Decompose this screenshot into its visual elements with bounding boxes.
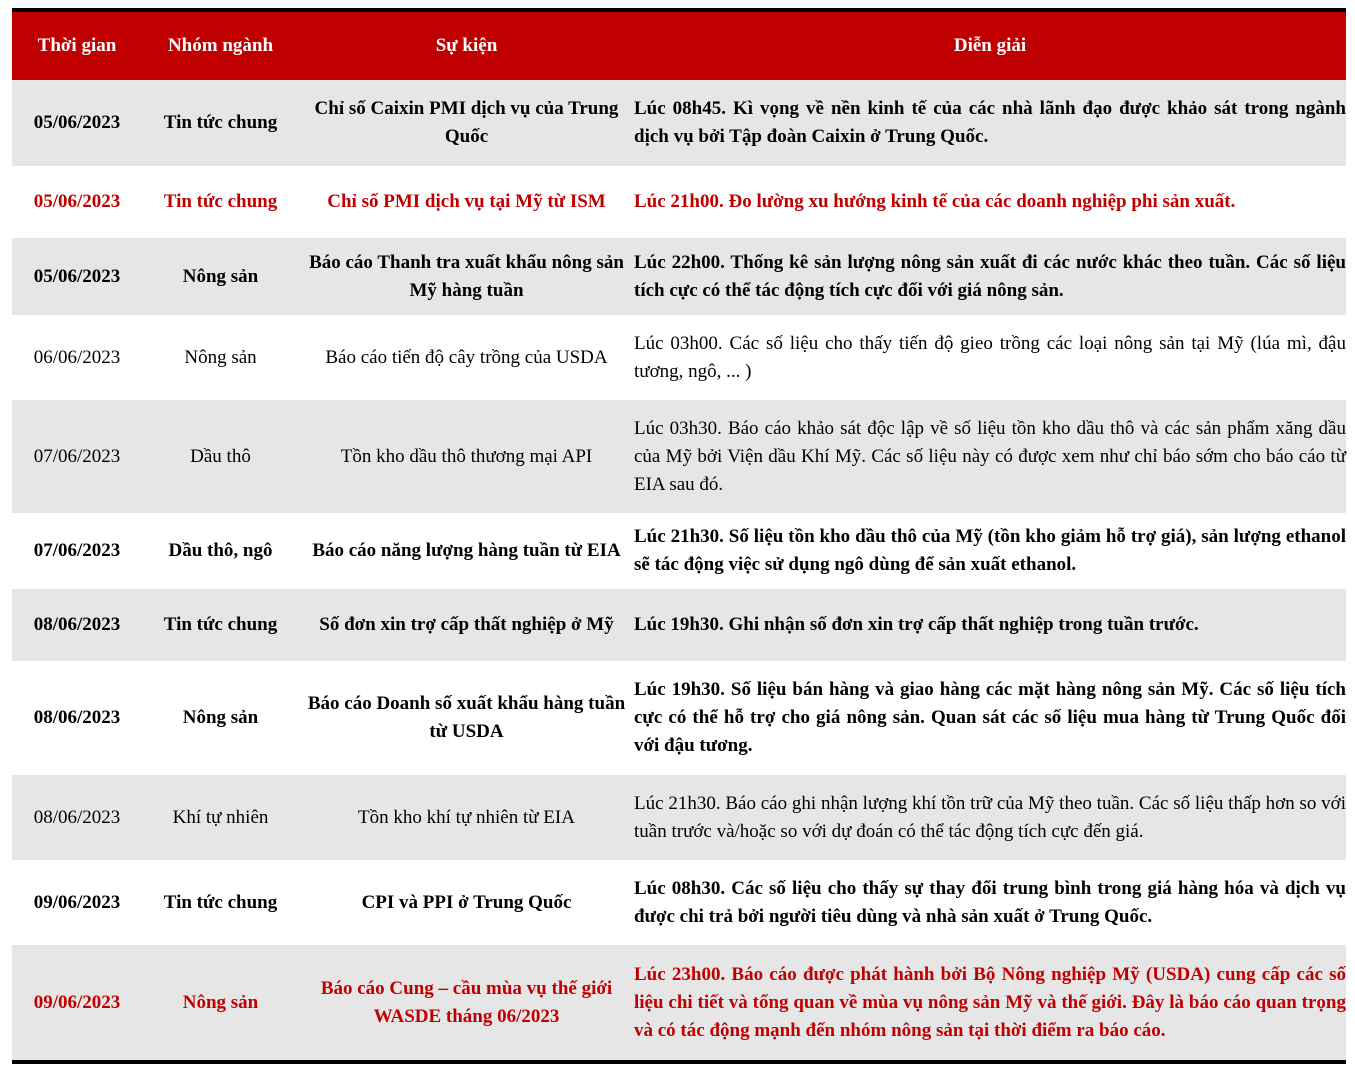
table-row — [12, 315, 1346, 400]
cell-sector: Nông sản — [142, 945, 299, 1062]
cell-date: 08/06/2023 — [33, 614, 121, 635]
header-description: Diễn giải — [634, 10, 1346, 80]
cell-date: 05/06/2023 — [33, 191, 121, 212]
cell-sector: Tin tức chung — [163, 191, 278, 212]
cell-date: 09/06/2023 — [12, 945, 142, 1062]
cell-description: Lúc 21h30. Số liệu tồn kho dầu thô của Mỹ (tồn kho giảm hỗ trợ giá), sản lượng ethanol sẽ tác động việc sử dụng ngô dùng để sản xuất ethanol. — [634, 526, 1346, 575]
header-sector: Nhóm ngành — [142, 10, 299, 80]
cell-description: Lúc 08h30. Các số liệu cho thấy sự thay đổi trung bình trong giá hàng hóa và dịch vụ được chi trả bởi người tiêu dùng và nhà sản xuất ở Trung Quốc. — [634, 877, 1346, 927]
cell-sector: Tin tức chung — [163, 614, 278, 635]
cell-date: 08/06/2023 — [33, 707, 121, 728]
table-row — [12, 860, 1346, 945]
cell-sector: Tin tức chung — [163, 891, 278, 913]
cell-date: 05/06/2023 — [33, 112, 121, 133]
cell-description: Lúc 23h00. Báo cáo được phát hành bởi Bộ Nông nghiệp Mỹ (USDA) cung cấp các số liệu chi tiết và tổng quan về mùa vụ nông sản Mỹ và thế giới. Đây là báo cáo quan trọng và có tác động mạnh đến nhóm nông sản tại thời điểm ra báo cáo. — [634, 945, 1346, 1062]
cell-description: Lúc 19h30. Ghi nhận số đơn xin trợ cấp thất nghiệp trong tuần trước. — [634, 614, 1199, 635]
table-row — [12, 661, 1346, 775]
cell-event: Chỉ số PMI dịch vụ tại Mỹ từ ISM — [327, 191, 606, 212]
cell-description: Lúc 03h30. Báo cáo khảo sát độc lập về số liệu tồn kho dầu thô và các sản phẩm xăng dầu của Mỹ bởi Viện dầu Khí Mỹ. Các số liệu này có được xem như chỉ báo sớm cho báo cáo từ EIA sau đó. — [634, 417, 1346, 495]
header-row — [12, 10, 1346, 80]
cell-description: Lúc 19h30. Số liệu bán hàng và giao hàng các mặt hàng nông sản Mỹ. Các số liệu tích cực có thể hỗ trợ cho giá nông sản. Quan sát các số liệu mua hàng từ Trung Quốc đối với đậu tương. — [634, 679, 1346, 756]
cell-sector: Nông sản — [182, 265, 259, 287]
table-body — [12, 80, 1346, 1062]
cell-sector: Dầu thô, ngô — [168, 540, 273, 561]
cell-description: Lúc 08h45. Kì vọng về nền kinh tế của các nhà lãnh đạo được khảo sát trong ngành dịch vụ bởi Tập đoàn Caixin ở Trung Quốc. — [634, 98, 1346, 147]
table-row — [12, 945, 1346, 1062]
cell-description: Lúc 03h00. Các số liệu cho thấy tiến độ gieo trồng các loại nông sản tại Mỹ (lúa mì, đậu tương, ngô, ... ) — [634, 332, 1346, 382]
cell-sector: Nông sản — [184, 346, 257, 368]
cell-event: Tồn kho dầu thô thương mại API — [340, 445, 593, 467]
header-event: Sự kiện — [299, 10, 634, 80]
cell-event: Báo cáo năng lượng hàng tuần từ EIA — [312, 540, 621, 561]
event-calendar-table-wrap — [12, 8, 1346, 1064]
cell-date: 06/06/2023 — [33, 346, 121, 368]
cell-sector: Dầu thô — [190, 445, 251, 467]
table-header — [12, 10, 1346, 80]
table-row — [12, 238, 1346, 315]
table-row — [12, 775, 1346, 860]
table-row — [12, 80, 1346, 166]
cell-event: Báo cáo Doanh số xuất khẩu hàng tuần từ USDA — [307, 693, 626, 742]
cell-date: 08/06/2023 — [33, 806, 121, 828]
cell-sector: Nông sản — [182, 707, 259, 728]
table-row — [12, 589, 1346, 661]
cell-event: Số đơn xin trợ cấp thất nghiệp ở Mỹ — [319, 614, 614, 635]
cell-date: 05/06/2023 — [33, 265, 121, 287]
table-row — [12, 400, 1346, 513]
cell-event: Tồn kho khí tự nhiên từ EIA — [358, 806, 575, 828]
cell-date: 07/06/2023 — [33, 445, 121, 467]
cell-date: 09/06/2023 — [33, 891, 121, 913]
cell-sector: Khí tự nhiên — [172, 806, 269, 828]
cell-event: Báo cáo tiến độ cây trồng của USDA — [325, 346, 608, 368]
header-time: Thời gian — [12, 10, 142, 80]
cell-sector: Tin tức chung — [163, 112, 278, 133]
cell-event: Báo cáo Thanh tra xuất khẩu nông sản Mỹ hàng tuần — [309, 251, 624, 301]
cell-event: Chỉ số Caixin PMI dịch vụ của Trung Quốc — [314, 98, 619, 147]
table-row — [12, 166, 1346, 238]
table-row — [12, 513, 1346, 589]
cell-description: Lúc 22h00. Thống kê sản lượng nông sản xuất đi các nước khác theo tuần. Các số liệu tích cực có thể tác động tích cực đối với giá nông sản. — [634, 251, 1346, 301]
cell-event: Báo cáo Cung – cầu mùa vụ thế giới WASDE tháng 06/2023 — [299, 945, 634, 1062]
cell-description: Lúc 21h30. Báo cáo ghi nhận lượng khí tồn trữ của Mỹ theo tuần. Các số liệu thấp hơn so với tuần trước và/hoặc so với dự đoán có thể tác động tích cực đến giá. — [634, 792, 1346, 842]
cell-event: CPI và PPI ở Trung Quốc — [361, 891, 572, 913]
event-calendar-table — [12, 8, 1346, 1064]
cell-date: 07/06/2023 — [33, 540, 121, 561]
cell-description: Lúc 21h00. Đo lường xu hướng kinh tế của các doanh nghiệp phi sản xuất. — [634, 191, 1236, 212]
